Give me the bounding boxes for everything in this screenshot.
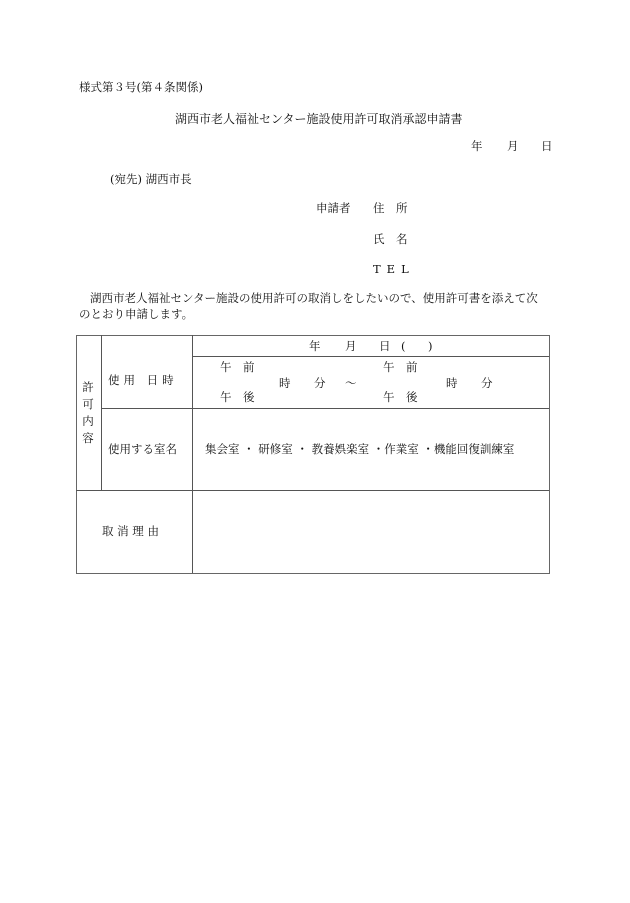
date-day: 日 — [541, 139, 553, 153]
page-title: 湖西市老人福祉センター施設使用許可取消承認申請書 — [175, 112, 463, 126]
reason-field[interactable] — [194, 492, 547, 571]
table-date-month: 月 — [345, 339, 357, 353]
body-line-2: のとおり申請します。 — [79, 307, 194, 321]
table-vline-section — [101, 335, 102, 491]
time-range-tilde: ～ — [345, 376, 357, 390]
addressee: (宛先) 湖西市長 — [110, 172, 192, 186]
row-label-reason: 取 消 理 由 — [102, 524, 159, 538]
form-number: 様式第３号(第４条関係) — [79, 80, 203, 94]
start-am-label: 午 前 — [220, 360, 255, 374]
end-am-label: 午 前 — [383, 360, 418, 374]
date-year: 年 — [471, 139, 483, 153]
body-line-1: 湖西市老人福祉センター施設の使用許可の取消しをしたいので、使用許可書を添えて次 — [90, 291, 538, 305]
address-label: 住 所 — [373, 201, 408, 215]
end-minute-label: 分 — [481, 376, 493, 390]
applicant-label: 申請者 — [316, 201, 351, 215]
tel-label: TEL — [373, 262, 415, 276]
table-date-day: 日 — [379, 339, 391, 353]
table-hline-reason — [76, 490, 549, 491]
start-minute-label: 分 — [314, 376, 326, 390]
section-label-permit-content: 許可内容 — [82, 380, 94, 445]
date-month: 月 — [507, 139, 519, 153]
table-date-year: 年 — [309, 339, 321, 353]
start-hour-label: 時 — [279, 376, 291, 390]
room-options: 集会室 ・ 研修室 ・ 教養娯楽室 ・作業室 ・機能回復訓練室 — [205, 442, 515, 456]
table-hline-room — [101, 408, 549, 409]
row-label-datetime: 使用 日時 — [108, 373, 178, 387]
start-pm-label: 午 後 — [220, 390, 255, 404]
table-vline-label — [192, 335, 193, 573]
table-date-paren-open: ( — [401, 339, 406, 353]
end-hour-label: 時 — [446, 376, 458, 390]
name-label: 氏 名 — [373, 232, 408, 246]
table-date-paren-close: ) — [428, 339, 433, 353]
end-pm-label: 午 後 — [383, 390, 418, 404]
table-hline-date — [192, 356, 549, 357]
row-label-room: 使用する室名 — [108, 442, 177, 456]
